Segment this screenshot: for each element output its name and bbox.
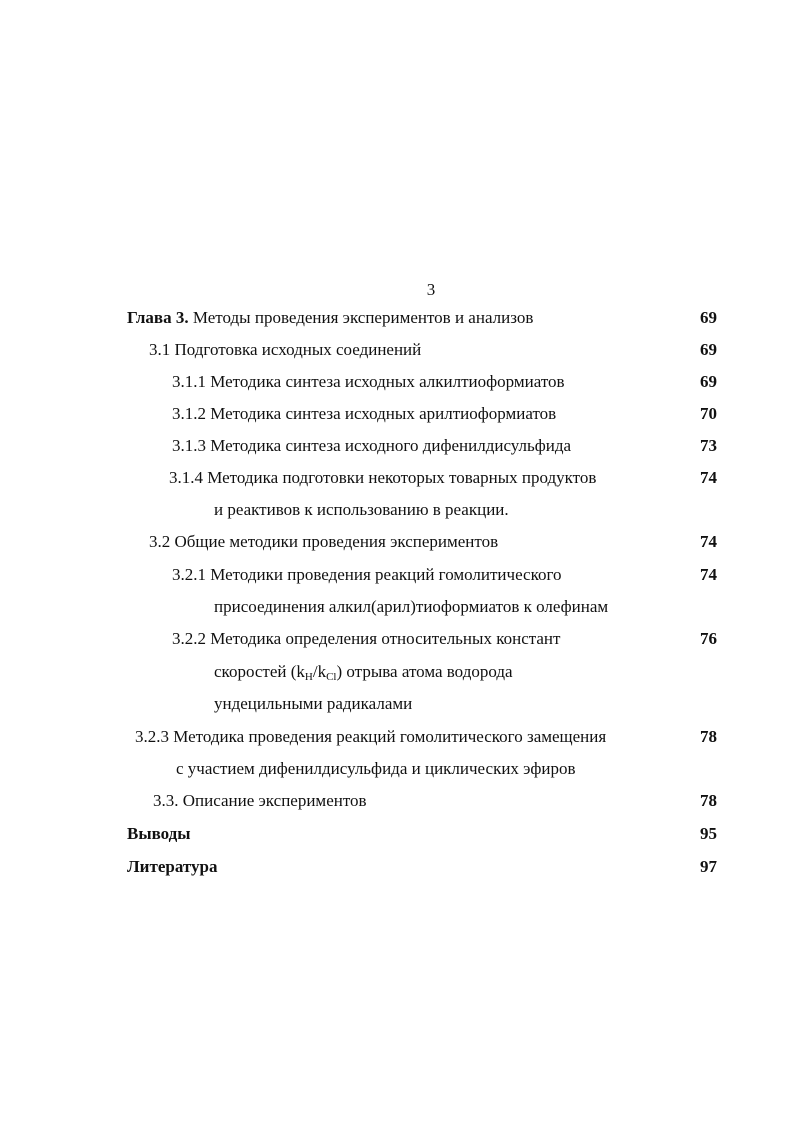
rate-text-end: ) отрыва атома водорода xyxy=(336,662,513,681)
toc-entry-3-1-3: 3.1.3 Методика синтеза исходного дифенилдисульфида xyxy=(172,436,572,455)
toc-entry-3-2-2-continuation-1 xyxy=(214,662,513,682)
toc-entry-3-2-3-continuation: с участием дифенилдисульфида и циклических эфиров xyxy=(176,759,576,778)
toc-page-3-1-1: 69 xyxy=(700,372,717,391)
toc-page-3-1: 69 xyxy=(700,340,717,359)
toc-page-3-2-3: 78 xyxy=(700,727,717,746)
toc-page-3-2: 74 xyxy=(700,532,717,551)
toc-page-3-2-1: 74 xyxy=(700,565,717,584)
toc-entry-3-1-1: 3.1.1 Методика синтеза исходных алкилтиоформиатов xyxy=(172,372,565,391)
toc-entry-3-2-1-continuation: присоединения алкил(арил)тиоформиатов к олефинам xyxy=(214,597,609,616)
subscript-h: H xyxy=(304,671,313,683)
page-number: 3 xyxy=(426,280,436,299)
toc-page-conclusions: 95 xyxy=(700,824,717,843)
toc-page-3-2-2: 76 xyxy=(700,629,717,648)
toc-entry-literature: Литература xyxy=(127,857,218,876)
toc-entry-3-2-2-continuation-2: ундецильными радикалами xyxy=(214,694,413,713)
rate-text-mid: /k xyxy=(312,662,327,681)
toc-entry-3-1-4: 3.1.4 Методика подготовки некоторых товарных продуктов xyxy=(169,468,597,487)
toc-entry-chapter-3 xyxy=(127,308,533,328)
toc-entry-3-2-1: 3.2.1 Методики проведения реакций гомолитического xyxy=(172,565,562,584)
chapter-label: Глава 3. xyxy=(127,308,189,327)
toc-entry-3-1-4-continuation: и реактивов к использованию в реакции. xyxy=(214,500,509,519)
toc-page-chapter-3: 69 xyxy=(700,308,717,327)
toc-entry-3-2-3: 3.2.3 Методика проведения реакций гомолитического замещения xyxy=(135,727,607,746)
rate-text-start: скоростей (k xyxy=(214,662,305,681)
toc-page-3-1-2: 70 xyxy=(700,404,717,423)
toc-page-3-1-4: 74 xyxy=(700,468,717,487)
toc-entry-3-3: 3.3. Описание экспериментов xyxy=(153,791,367,810)
toc-page-literature: 97 xyxy=(700,857,717,876)
toc-page-3-3: 78 xyxy=(700,791,717,810)
toc-entry-3-1-2: 3.1.2 Методика синтеза исходных арилтиоформиатов xyxy=(172,404,557,423)
toc-page-3-1-3: 73 xyxy=(700,436,717,455)
toc-entry-3-2-2: 3.2.2 Методика определения относительных констант xyxy=(172,629,561,648)
toc-entry-3-2: 3.2 Общие методики проведения экспериментов xyxy=(149,532,499,551)
subscript-cl: Cl xyxy=(326,671,337,683)
toc-entry-3-1: 3.1 Подготовка исходных соединений xyxy=(149,340,422,359)
toc-entry-conclusions: Выводы xyxy=(127,824,191,843)
chapter-title: Методы проведения экспериментов и анализов xyxy=(188,308,534,327)
